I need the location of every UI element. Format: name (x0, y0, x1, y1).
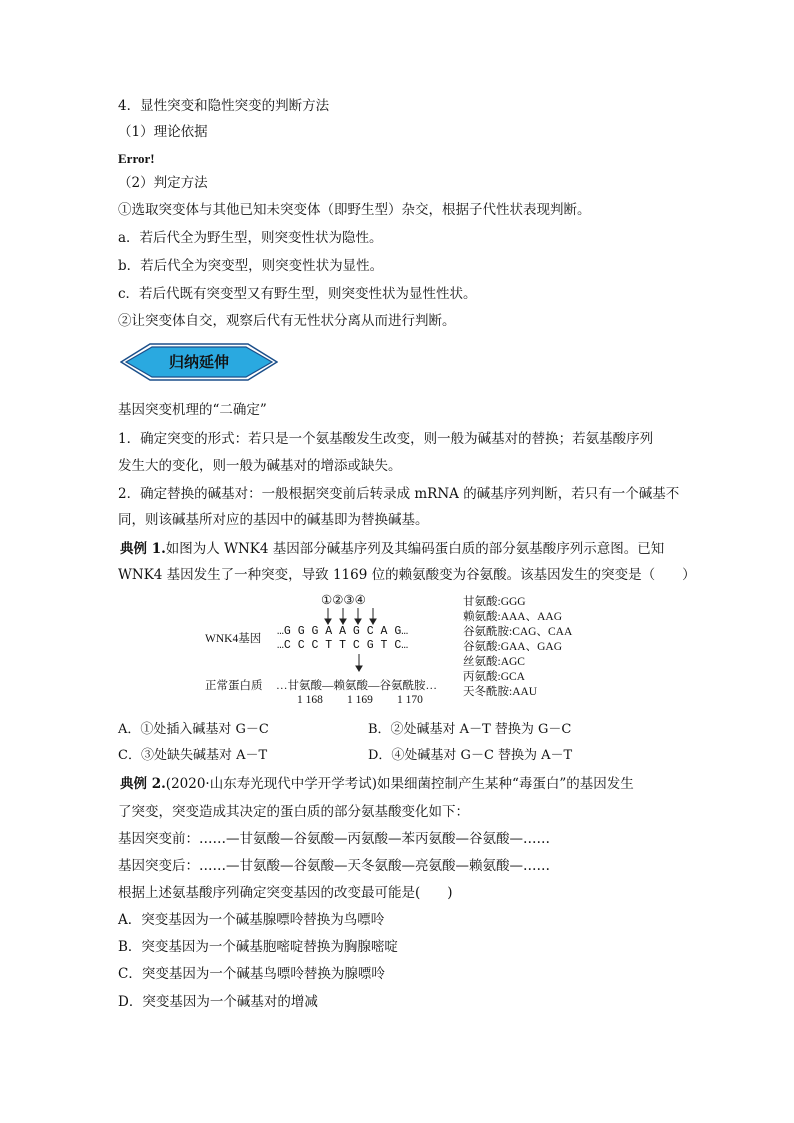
subheading-theory: （1）理论依据 (118, 124, 208, 140)
gene-label: WNK4基因 (205, 633, 262, 645)
example2-text: (2020·山东寿光现代中学开学考试)如果细菌控制产生某种“毒蛋白”的基因发生 (165, 776, 634, 792)
summary-p2-line2: 同，则该碱基所对应的基因中的碱基即为替换碱基。 (118, 512, 429, 528)
codon-row: 赖氨酸:AAA、AAG (463, 611, 563, 623)
codon-row: 丙氨酸:GCA (463, 671, 525, 683)
option-a: A．突变基因为一个碱基腺嘌呤替换为鸟嘌呤 (118, 912, 385, 928)
option-b: B．②处碱基对 A－T 替换为 G－C (368, 722, 572, 737)
example2-line1 (120, 775, 634, 793)
option-c: C．突变基因为一个碱基鸟嘌呤替换为腺嘌呤 (118, 966, 385, 982)
position-1170: 1 170 (397, 694, 423, 706)
option-d: D．突变基因为一个碱基对的增减 (118, 994, 318, 1010)
example1-line2: WNK4 基因发生了一种突变，导致 1169 位的赖氨酸变为谷氨酸。该基因发生的突变是（ ） (118, 567, 696, 583)
option-c: C．③处缺失碱基对 A－T (118, 748, 268, 763)
codon-row: 天冬酰胺:AAU (463, 686, 538, 698)
sequence-after: 基因突变后：……—甘氨酸—谷氨酸—天冬氨酸—亮氨酸—赖氨酸—…… (118, 858, 550, 874)
option-d: D．④处碱基对 G－C 替换为 A－T (368, 748, 573, 763)
example2-line2: 了突变，突变造成其决定的蛋白质的部分氨基酸变化如下： (118, 804, 469, 820)
summary-p1-line1: 1．确定突变的形式：若只是一个氨基酸发生改变，则一般为碱基对的替换；若氨基酸序列 (118, 431, 654, 447)
method-c: c．若后代既有突变型又有野生型，则突变性状为显性性状。 (118, 286, 477, 302)
strand-template: …C C C T T C G T C… (277, 639, 409, 652)
example2-label: 典例 2. (120, 776, 166, 792)
codon-row: 谷氨酰胺:CAG、CAA (463, 626, 573, 638)
strand-coding: …G G G A A G C A G… (277, 625, 409, 638)
summary-p2-line1: 2．确定替换的碱基对：一般根据突变前后转录成 mRNA 的碱基序列判断，若只有一个碱基不 (118, 486, 680, 502)
wnk4-figure (200, 593, 600, 708)
option-b: B．突变基因为一个碱基胞嘧啶替换为胸腺嘧啶 (118, 939, 398, 955)
example1-label: 典例 1. (120, 541, 166, 557)
summary-badge (120, 343, 278, 381)
method-2: ②让突变体自交，观察后代有无性状分离从而进行判断。 (118, 313, 456, 329)
protein-sequence: …甘氨酸—赖氨酸—谷氨酰胺… (276, 680, 437, 692)
summary-title: 基因突变机理的“二确定” (118, 402, 267, 418)
sequence-before: 基因突变前：……—甘氨酸—谷氨酸—丙氨酸—苯丙氨酸—谷氨酸—…… (118, 831, 550, 847)
method-b: b．若后代全为突变型，则突变性状为显性。 (118, 258, 384, 274)
summary-p1-line2: 发生大的变化，则一般为碱基对的增添或缺失。 (118, 458, 402, 474)
option-a: A．①处插入碱基对 G－C (118, 722, 269, 737)
protein-label: 正常蛋白质 (205, 680, 263, 692)
position-markers: ①②③④ (321, 593, 366, 607)
subheading-method: （2）判定方法 (118, 175, 208, 191)
method-1: ①选取突变体与其他已知未突变体（即野生型）杂交，根据子代性状表现判断。 (118, 202, 591, 218)
codon-row: 甘氨酸:GGG (463, 596, 526, 608)
error-text: Error! (118, 151, 155, 166)
position-1168: 1 168 (297, 694, 323, 706)
badge-label: 归纳延伸 (168, 353, 229, 371)
codon-row: 丝氨酸:AGC (463, 656, 525, 668)
example1-line1 (120, 540, 664, 558)
method-a: a．若后代全为野生型，则突变性状为隐性。 (118, 230, 383, 246)
position-1169: 1 169 (347, 694, 373, 706)
codon-row: 谷氨酸:GAA、GAG (463, 641, 563, 653)
example2-question: 根据上述氨基酸序列确定突变基因的改变最可能是( ) (118, 885, 453, 901)
section-heading: 4．显性突变和隐性突变的判断方法 (118, 98, 330, 114)
example1-text: 如图为人 WNK4 基因部分碱基序列及其编码蛋白质的部分氨基酸序列示意图。已知 (165, 541, 665, 557)
